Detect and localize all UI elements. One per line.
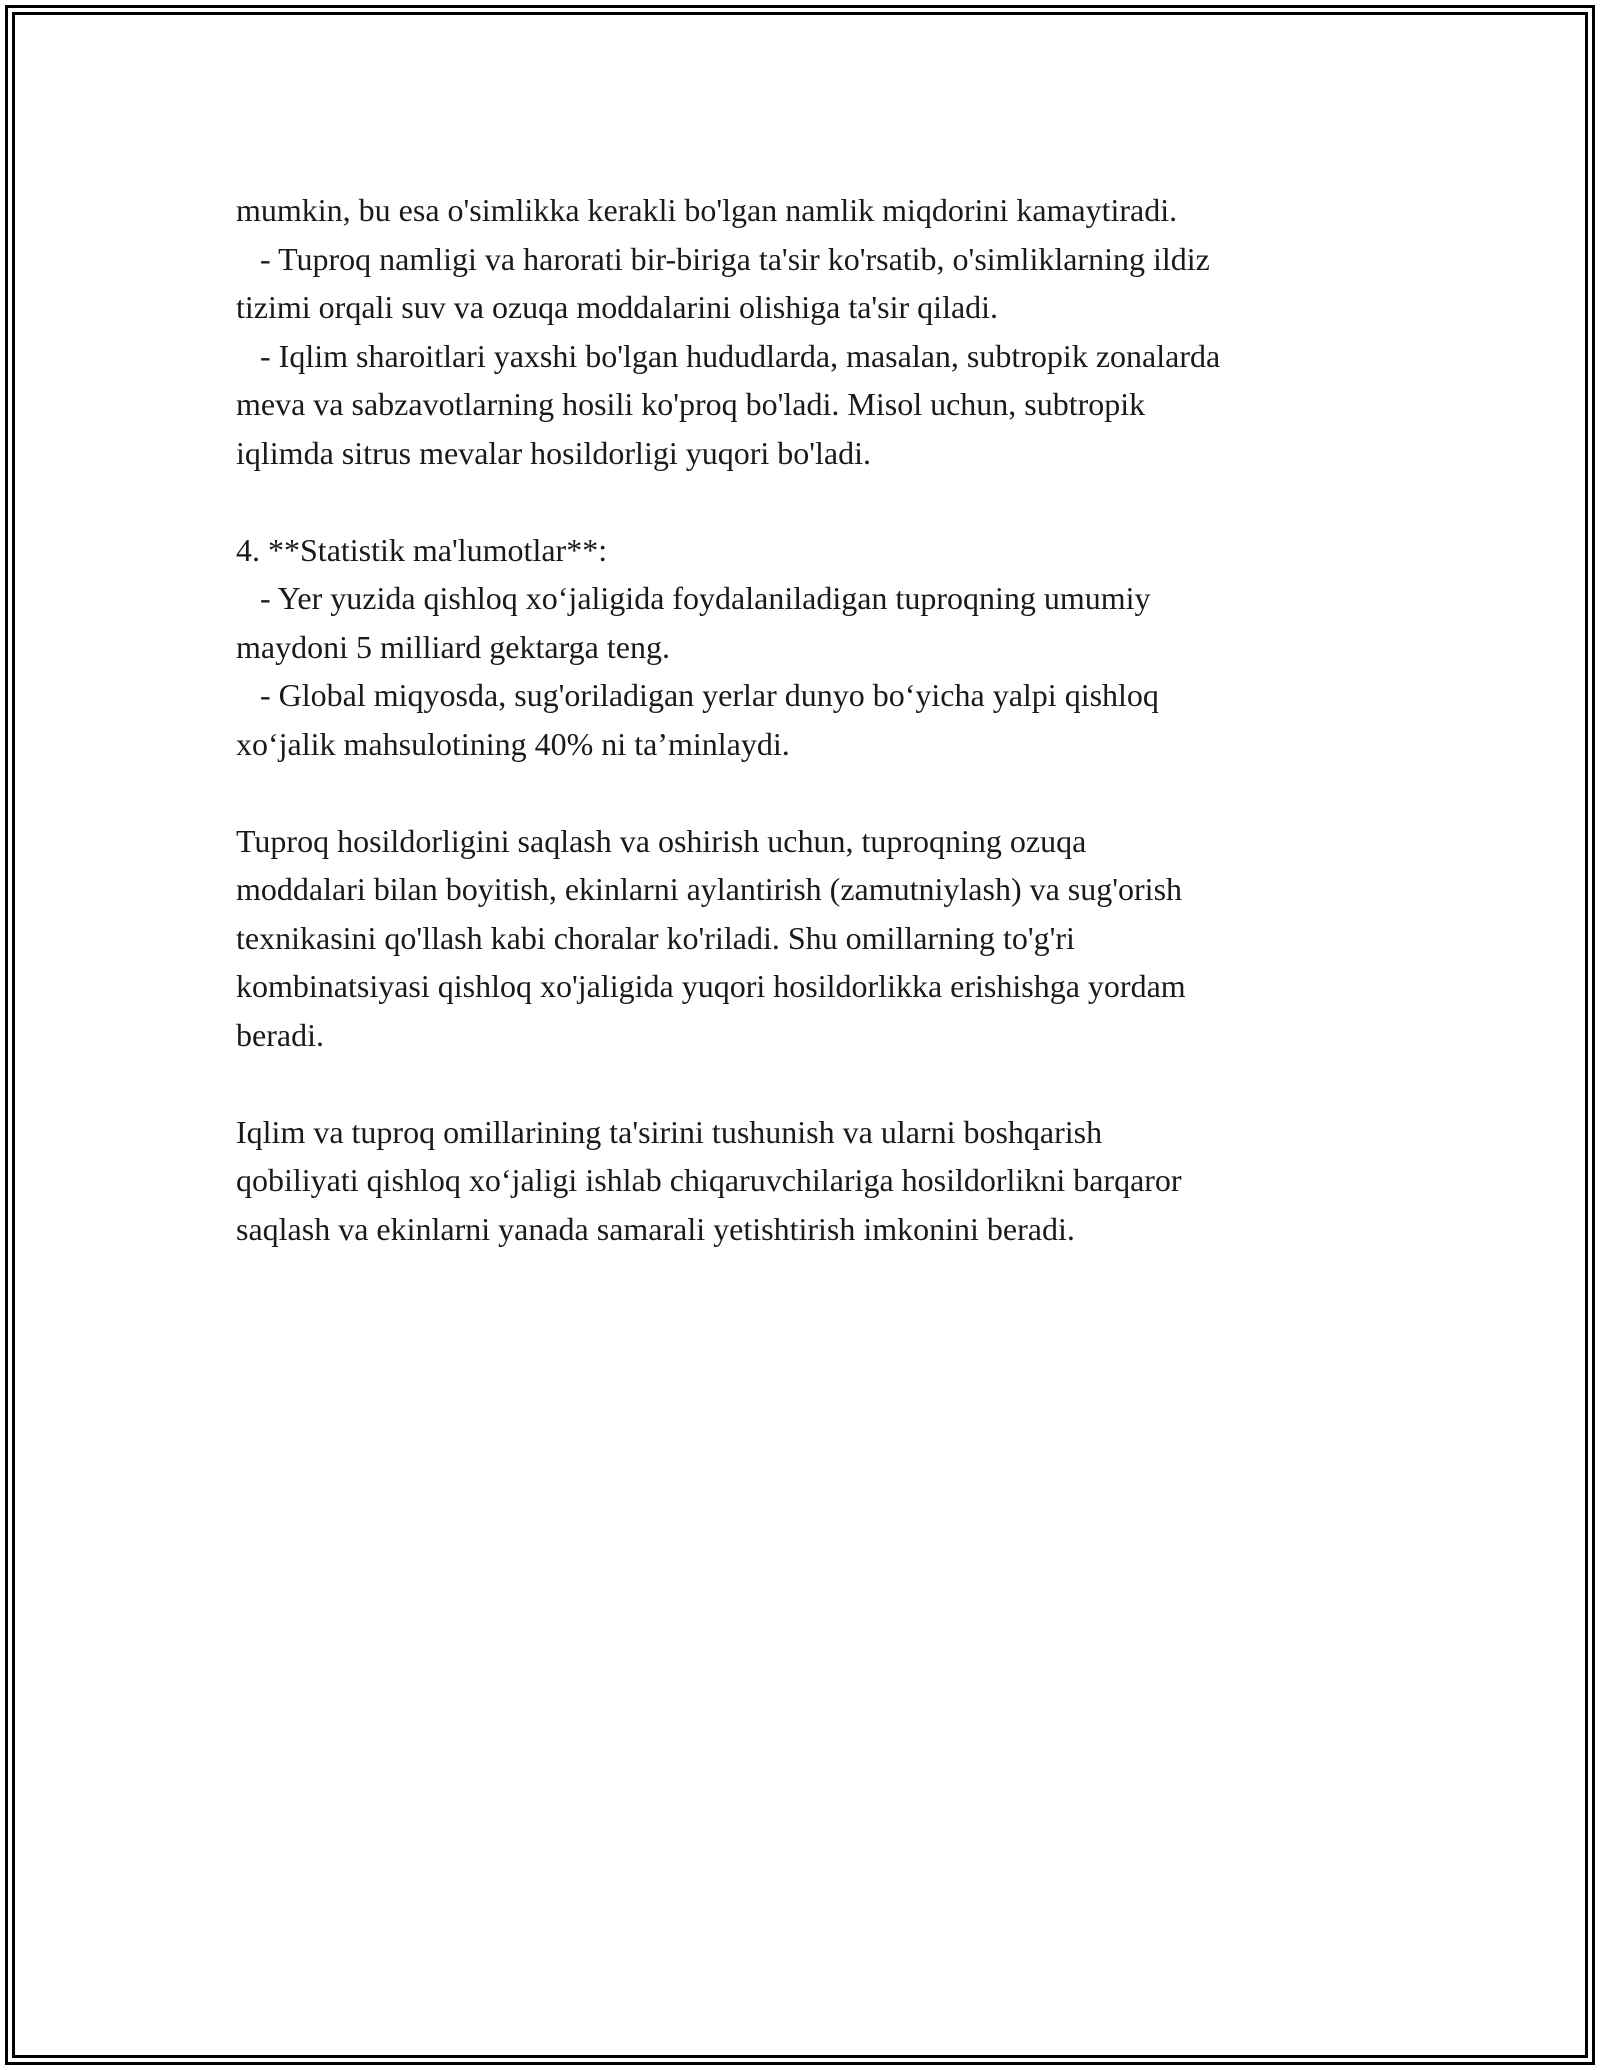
document-body [236, 186, 1396, 1253]
paragraph-statistics [236, 526, 1396, 769]
text-line: - Yer yuzida qishloq xo‘jaligida foydalaniladigan tuproqning umumiy [236, 580, 1151, 616]
section-heading: 4. **Statistik ma'lumotlar**: [236, 531, 608, 568]
text-line: qobiliyati qishloq xo‘jaligi ishlab chiqaruvchilariga hosildorlikni barqaror [236, 1162, 1182, 1198]
text-line: texnikasini qo'llash kabi choralar ko'riladi. Shu omillarning to'g'ri [236, 919, 1075, 956]
paragraph-soil-fertility [236, 817, 1396, 1060]
text-line: tizimi orqali suv va ozuqa moddalarini olishiga ta'sir qiladi. [236, 289, 999, 325]
text-line: moddalari bilan boyitish, ekinlarni aylantirish (zamutniylash) va sug'orish [236, 871, 1183, 907]
paragraph-conclusion [236, 1108, 1396, 1254]
text-line: - Global miqyosda, sug'oriladigan yerlar dunyo bo‘yicha yalpi qishloq [236, 677, 1159, 713]
paragraph-gap [236, 1059, 1396, 1108]
paragraph-soil-climate-effects [236, 186, 1396, 477]
text-line: Iqlim va tuproq omillarining ta'sirini tushunish va ularni boshqarish [236, 1113, 1103, 1150]
text-line: meva va sabzavotlarning hosili ko'proq bo'ladi. Misol uchun, subtropik [236, 386, 1146, 422]
text-line: saqlash va ekinlarni yanada samarali yetishtirish imkonini beradi. [236, 1210, 1075, 1247]
text-line: mumkin, bu esa o'simlikka kerakli bo'lgan namlik miqdorini kamaytiradi. [236, 192, 1178, 228]
text-line: maydoni 5 milliard gektarga teng. [236, 628, 670, 665]
text-line: iqlimda sitrus mevalar hosildorligi yuqori bo'ladi. [236, 434, 872, 471]
text-line: Tuproq hosildorligini saqlash va oshirish uchun, tuproqning ozuqa [236, 822, 1087, 859]
text-line: xo‘jalik mahsulotining 40% ni ta’minlaydi. [236, 725, 790, 762]
paragraph-gap [236, 477, 1396, 526]
text-line: kombinatsiyasi qishloq xo'jaligida yuqori hosildorlikka erishishga yordam [236, 968, 1186, 1004]
text-line: beradi. [236, 1016, 324, 1053]
text-line: - Iqlim sharoitlari yaxshi bo'lgan hududlarda, masalan, subtropik zonalarda [236, 337, 1221, 374]
paragraph-gap [236, 768, 1396, 817]
text-line: - Tuproq namligi va harorati bir-biriga ta'sir ko'rsatib, o'simliklarning ildiz [236, 240, 1210, 277]
